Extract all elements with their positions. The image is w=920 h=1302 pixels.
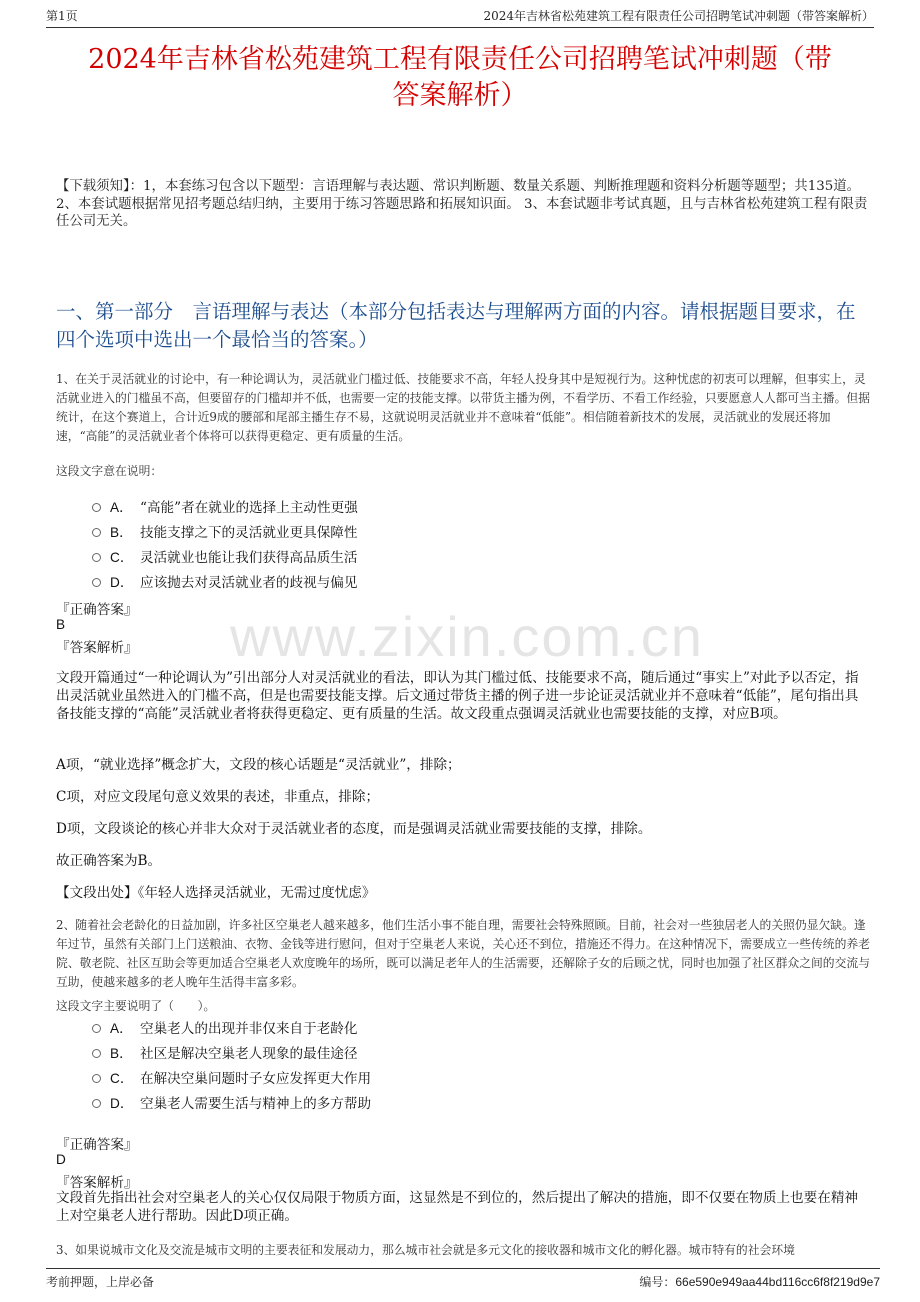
radio-icon[interactable]	[92, 1099, 101, 1108]
option-b[interactable]: B． 社区是解决空巢老人现象的最佳途径	[92, 1039, 371, 1064]
radio-icon[interactable]	[92, 503, 101, 512]
option-d[interactable]: D． 空巢老人需要生活与精神上的多方帮助	[92, 1089, 371, 1114]
analysis-label: 『答案解析』	[56, 640, 138, 656]
section-heading: 一、第一部分 言语理解与表达（本部分包括表达与理解两方面的内容。请根据题目要求，在四个选项中选出一个最恰当的答案。）	[56, 300, 856, 351]
option-c[interactable]: C． 在解决空巢问题时子女应发挥更大作用	[92, 1064, 371, 1089]
title-line-1: 2024年吉林省松苑建筑工程有限责任公司招聘笔试冲刺题（带	[88, 44, 832, 75]
title-line-2: 答案解析）	[392, 80, 528, 111]
radio-icon[interactable]	[92, 578, 101, 587]
analysis-option-c: C项，对应文段尾句意义效果的表述，非重点，排除；	[56, 789, 380, 805]
passage-source: 【文段出处】《年轻人选择灵活就业，无需过度忧虑》	[56, 885, 376, 901]
radio-icon[interactable]	[92, 1024, 101, 1033]
page-number: 第1页	[46, 9, 78, 23]
watermark: www.zixin.com.cn	[230, 605, 704, 668]
option-c[interactable]: C． 灵活就业也能让我们获得高品质生活	[92, 543, 358, 568]
option-d[interactable]: D． 应该抛去对灵活就业者的歧视与偏见	[92, 568, 358, 593]
correct-answer: D	[56, 1152, 66, 1167]
analysis-option-d: D项，文段谈论的核心并非大众对于灵活就业者的态度，而是强调灵活就业需要技能的支撑，排除。	[56, 821, 652, 837]
document-title	[40, 42, 880, 114]
question-1-text: 1、在关于灵活就业的讨论中，有一种论调认为，灵活就业门槛过低、技能要求不高，年轻人投身其中是短视行为。这种忧虑的初衷可以理解，但事实上，灵活就业进入的门槛虽不高，但要留存的门槛却并不低，也需要一定的技能支撑。以带货主播为例，不看学历、不看工作经验，只要愿意人人都可当主播。但据统计，在这个赛道上，合计近9成的腰部和尾部主播生存不易，这就说明灵活就业并不意味着“低能”。相信随着新技术的发展，灵活就业的发展还将加速，“高能”的灵活就业者个体将可以获得更稳定、更有质量的生活。	[56, 372, 870, 443]
download-notice: 【下载须知】：1，本套练习包含以下题型：言语理解与表达题、常识判断题、数量关系题、判断推理题和资料分析题等题型；共135道。 2、本套试题根据常见招考题总结归纳，主要用于练习答题思路和拓展知识面。 3、本套试题非考试真题，且与吉林省松苑建筑工程有限责任公司无关。	[56, 179, 868, 229]
question-1-options	[92, 493, 358, 593]
radio-icon[interactable]	[92, 1049, 101, 1058]
option-a[interactable]: A． “高能”者在就业的选择上主动性更强	[92, 493, 358, 518]
radio-icon[interactable]	[92, 1074, 101, 1083]
radio-icon[interactable]	[92, 553, 101, 562]
question-2-text: 2、随着社会老龄化的日益加剧，许多社区空巢老人越来越多，他们生活小事不能自理，需要社会特殊照顾。目前，社会对一些独居老人的关照仍显欠缺。逢年过节，虽然有关部门上门送粮油、衣物、金钱等进行慰问，但对于空巢老人来说，关心还不到位，措施还不得力。在这种情况下，需要成立一些传统的养老院、敬老院、社区互助会等更加适合空巢老人欢度晚年的场所，既可以满足老年人的生活需要，还解除子女的后顾之忧，同时也加强了社区群众之间的交流与互助，使越来越多的老人晚年生活得丰富多彩。	[56, 918, 870, 989]
question-2-options	[92, 1014, 371, 1114]
correct-answer-label: 『正确答案』	[56, 1137, 138, 1153]
correct-answer-label: 『正确答案』	[56, 602, 138, 618]
analysis-conclusion: 故正确答案为B。	[56, 853, 162, 869]
question-1-prompt: 这段文字意在说明：	[56, 464, 163, 478]
footer-slogan: 考前押题，上岸必备	[46, 1275, 155, 1289]
document-id: 编号：66e590e949aa44bd116cc6f8f219d9e7	[639, 1275, 880, 1289]
page-header	[46, 8, 874, 28]
analysis-paragraph: 文段开篇通过“一种论调认为”引出部分人对灵活就业的看法，即认为其门槛过低、技能要求不高，随后通过“事实上”对此予以否定，指出灵活就业虽然进入的门槛不高，但是也需要技能支撑。后文通过带货主播的例子进一步论证灵活就业并不意味着“低能”，尾句指出具备技能支撑的“高能”灵活就业者将获得更稳定、更有质量的生活。故文段重点强调灵活就业也需要技能的支撑，对应B项。	[56, 670, 859, 722]
analysis-option-a: A项，“就业选择”概念扩大，文段的核心话题是“灵活就业”，排除；	[56, 757, 461, 773]
correct-answer: B	[56, 617, 66, 632]
page-footer	[46, 1268, 880, 1294]
analysis-paragraph: 文段首先指出社会对空巢老人的关心仅仅局限于物质方面，这显然是不到位的，然后提出了解决的措施，即不仅要在物质上也要在精神上对空巢老人进行帮助。因此D项正确。	[56, 1190, 859, 1224]
option-b[interactable]: B． 技能支撑之下的灵活就业更具保障性	[92, 518, 358, 543]
question-2-prompt: 这段文字主要说明了（ ）。	[56, 999, 216, 1013]
question-3-text: 3、如果说城市文化及交流是城市文明的主要表征和发展动力，那么城市社会就是多元文化的接收器和城市文化的孵化器。城市特有的社会环境	[56, 1243, 795, 1257]
option-a[interactable]: A． 空巢老人的出现并非仅来自于老龄化	[92, 1014, 371, 1039]
header-doc-title: 2024年吉林省松苑建筑工程有限责任公司招聘笔试冲刺题（带答案解析）	[483, 9, 874, 23]
radio-icon[interactable]	[92, 528, 101, 537]
analysis-label: 『答案解析』	[56, 1175, 138, 1191]
